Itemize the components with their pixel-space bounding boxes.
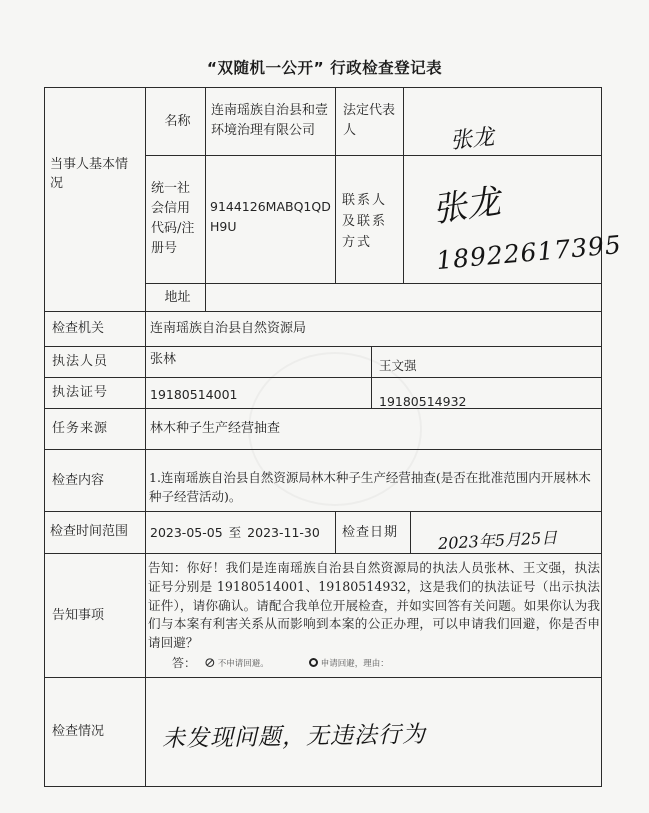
address-label: 地址 (164, 289, 191, 305)
contact-phone: 18922617395 (435, 229, 623, 276)
time-range-values (150, 511, 335, 553)
credit-code-label: 统一社会信用代码/注册号 (151, 181, 195, 256)
option-yes-radio (309, 658, 318, 667)
certificate-2: 19180514932 (379, 393, 467, 409)
inspection-date-handwritten: 2023年5月25日 (437, 527, 558, 554)
officer-2: 王文强 (379, 357, 417, 373)
notice-text: 告知：你好！我们是连南瑶族自治县自然资源局的执法人员张林、王文强，执法证号分别是 19180514001、19180514932，这是我们的执法证号（出示执法证件），请你确认。请配合我单位开展检查，并如实回答有关问题。如果你认为我们与本案有利害关系从而影响到本案的公正办理，可以申请我们回避，你是否申请回避？ (148, 560, 600, 651)
contact-signature: 张龙 (430, 181, 503, 231)
notice-label: 告知事项 (52, 607, 105, 623)
time-range-to: 至 (228, 524, 242, 540)
inspection-content-label: 检查内容 (52, 472, 105, 488)
time-range-label: 检查时间范围 (50, 524, 129, 539)
option-no-mark: ⊘ (204, 654, 216, 671)
inspection-date-label: 检查日期 (342, 524, 399, 540)
task-source-value: 林木种子生产经营抽查 (150, 421, 281, 436)
agency-label: 检查机关 (52, 321, 105, 336)
certificates-label: 执法证号 (52, 385, 109, 400)
option-yes-label: 申请回避，理由： (320, 658, 389, 669)
answer-label: 答： (172, 656, 197, 670)
officer-1: 张林 (150, 351, 177, 367)
result-handwritten: 未发现问题，无违法行为 (161, 721, 427, 753)
task-source-label: 任务来源 (52, 421, 109, 436)
officers-label: 执法人员 (52, 354, 109, 369)
contact-label: 联系人及联系方式 (342, 192, 388, 250)
legal-rep-signature: 张龙 (449, 124, 496, 155)
credit-code-value: 9144126MABQ1QDH9U (210, 199, 331, 234)
address-value (211, 283, 591, 311)
certificate-1: 19180514001 (150, 386, 238, 402)
option-no-label: 不申请回避。 (217, 658, 269, 669)
form-title: “双随机一公开” 行政检查登记表 (206, 59, 443, 77)
name-value: 连南瑶族自治县和壹环境治理有限公司 (211, 103, 329, 138)
time-range-end: 2023-11-30 (247, 524, 320, 540)
agency-value: 连南瑶族自治县自然资源局 (150, 321, 307, 336)
result-label: 检查情况 (52, 724, 105, 739)
time-range-start: 2023-05-05 (150, 524, 223, 540)
party-section-label: 当事人基本情况 (50, 157, 129, 191)
notice-answer (172, 654, 592, 671)
inspection-content-value: 1.连南瑶族自治县自然资源局林木种子生产经营抽查(是否在批准范围内开展林木种子经营活动)。 (149, 470, 591, 504)
legal-rep-label: 法定代表人 (343, 103, 396, 138)
name-label: 名称 (164, 113, 191, 129)
